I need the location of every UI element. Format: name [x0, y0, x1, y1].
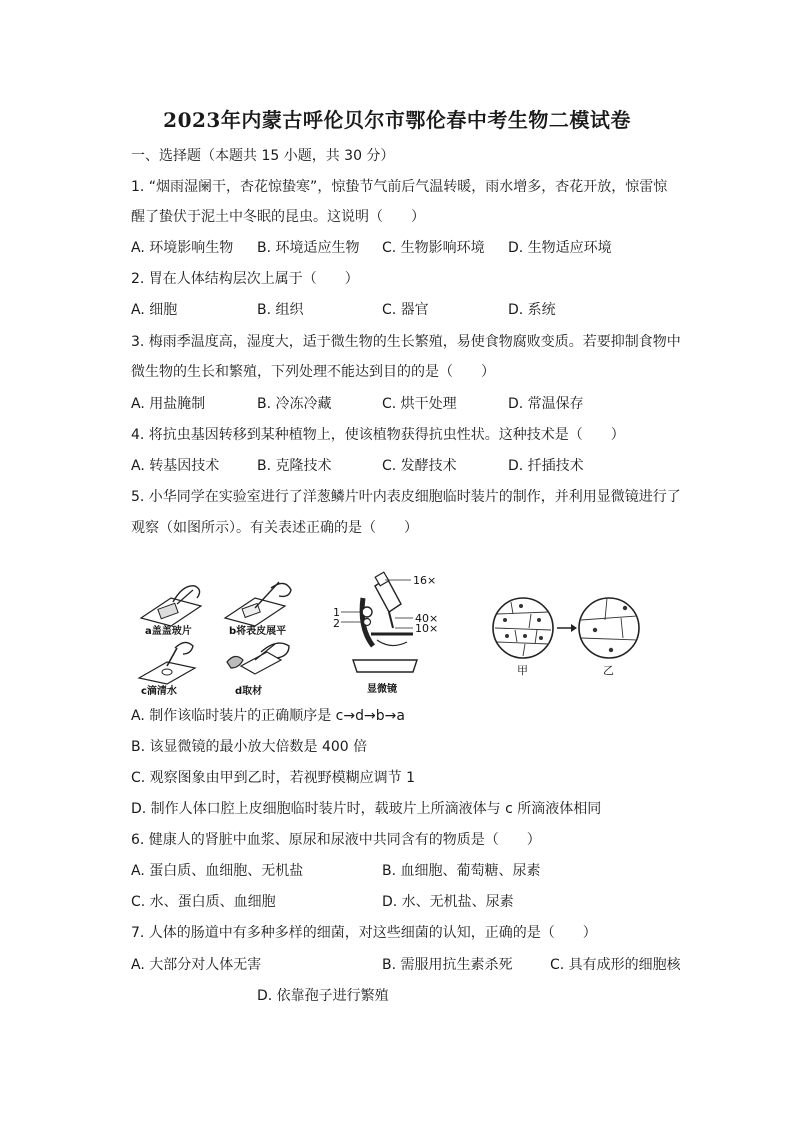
q4-option-a: A. 转基因技术 — [131, 458, 220, 474]
q3-option-a: A. 用盐腌制 — [131, 396, 206, 412]
q1-option-a: A. 环境影响生物 — [131, 240, 234, 256]
q5-option-d: D. 制作人体口腔上皮细胞临时装片时，载玻片上所滴液体与 c 所滴液体相同 — [131, 801, 602, 817]
label-mark-1: 1 — [333, 606, 340, 619]
page-title: 2023年内蒙古呼伦贝尔市鄂伦春中考生物二模试卷 — [163, 108, 631, 132]
question-3-text: 3. 梅雨季温度高，湿度大，适于微生物的生长繁殖，易使食物腐败变质。若要抑制食物中 — [131, 334, 681, 350]
question-6-text: 6. 健康人的肾脏中血浆、原尿和尿液中共同含有的物质是（ ） — [131, 832, 541, 848]
objective-40-label: 40× — [415, 612, 439, 625]
q4-option-b: B. 克隆技术 — [257, 458, 332, 474]
q6-option-b: B. 血细胞、葡萄糖、尿素 — [382, 863, 541, 879]
q5-option-a: A. 制作该临时装片的正确顺序是 c→d→b→a — [131, 708, 405, 724]
question-2-text: 2. 胃在人体结构层次上属于（ ） — [131, 271, 359, 287]
question-3-text-cont: 微生物的生长和繁殖，下列处理不能达到目的的是（ ） — [131, 364, 495, 380]
step-a-caption: a盖盖玻片 — [145, 626, 192, 637]
q4-option-d: D. 扦插技术 — [508, 458, 584, 474]
q6-option-a: A. 蛋白质、血细胞、无机盐 — [131, 863, 304, 879]
q2-option-b: B. 组织 — [257, 302, 304, 318]
step-a-illustration — [141, 586, 201, 637]
q1-option-c: C. 生物影响环境 — [382, 240, 485, 256]
field-of-view-yi — [579, 598, 639, 677]
section-heading: 一、选择题（本题共 15 小题，共 30 分） — [131, 148, 395, 164]
step-d-caption: d取材 — [235, 686, 263, 697]
question-5-text-cont: 观察（如图所示）。有关表述正确的是（ ） — [131, 520, 418, 536]
q3-option-c: C. 烘干处理 — [382, 396, 457, 412]
view-yi-label: 乙 — [603, 664, 614, 677]
step-c-illustration — [139, 642, 195, 697]
microscope-caption: 显微镜 — [367, 684, 397, 695]
q2-option-a: A. 细胞 — [131, 302, 178, 318]
question-4-text: 4. 将抗虫基因转移到某种植物上，使该植物获得抗虫性状。这种技术是（ ） — [131, 427, 625, 443]
q6-option-d: D. 水、无机盐、尿素 — [382, 894, 514, 910]
q7-option-b: B. 需服用抗生素杀死 — [382, 957, 513, 973]
q3-option-d: D. 常温保存 — [508, 396, 584, 412]
microscope-illustration — [333, 572, 438, 695]
objective-10-label: 10× — [415, 622, 439, 635]
q6-option-c: C. 水、蛋白质、血细胞 — [131, 894, 276, 910]
question-7-text: 7. 人体的肠道中有多种多样的细菌，对这些细菌的认知，正确的是（ ） — [131, 925, 597, 941]
q7-option-d: D. 依靠孢子进行繁殖 — [257, 988, 389, 1004]
q1-option-d: D. 生物适应环境 — [508, 240, 612, 256]
q3-option-b: B. 冷冻冷藏 — [257, 396, 332, 412]
step-d-illustration — [227, 643, 289, 697]
field-of-view-jia — [493, 598, 553, 677]
q7-option-c: C. 具有成形的细胞核 — [550, 957, 681, 973]
q4-option-c: C. 发酵技术 — [382, 458, 457, 474]
q7-option-a: A. 大部分对人体无害 — [131, 957, 262, 973]
question-1-text: 1. “烟雨湿阑干，杏花惊蛰寒”，惊蛰节气前后气温转暖，雨水增多，杏花开放，惊雷惊 — [131, 179, 668, 195]
q1-option-b: B. 环境适应生物 — [257, 240, 360, 256]
q5-option-b: B. 该显微镜的最小放大倍数是 400 倍 — [131, 739, 368, 755]
step-c-caption: c滴清水 — [141, 686, 177, 697]
q2-option-d: D. 系统 — [508, 302, 556, 318]
step-b-caption: b将表皮展平 — [229, 626, 287, 637]
view-jia-label: 甲 — [517, 664, 528, 677]
q2-option-c: C. 器官 — [382, 302, 429, 318]
experiment-figure — [131, 568, 671, 698]
question-1-text-cont: 醒了蛰伏于泥土中冬眠的昆虫。这说明（ ） — [131, 209, 425, 225]
question-5-text: 5. 小华同学在实验室进行了洋葱鳞片叶内表皮细胞临时装片的制作，并利用显微镜进行了 — [131, 489, 681, 505]
eyepiece-label: 16× — [413, 574, 437, 587]
label-mark-2: 2 — [333, 617, 340, 630]
step-b-illustration — [225, 582, 291, 637]
q5-option-c: C. 观察图象由甲到乙时，若视野模糊应调节 1 — [131, 770, 416, 786]
